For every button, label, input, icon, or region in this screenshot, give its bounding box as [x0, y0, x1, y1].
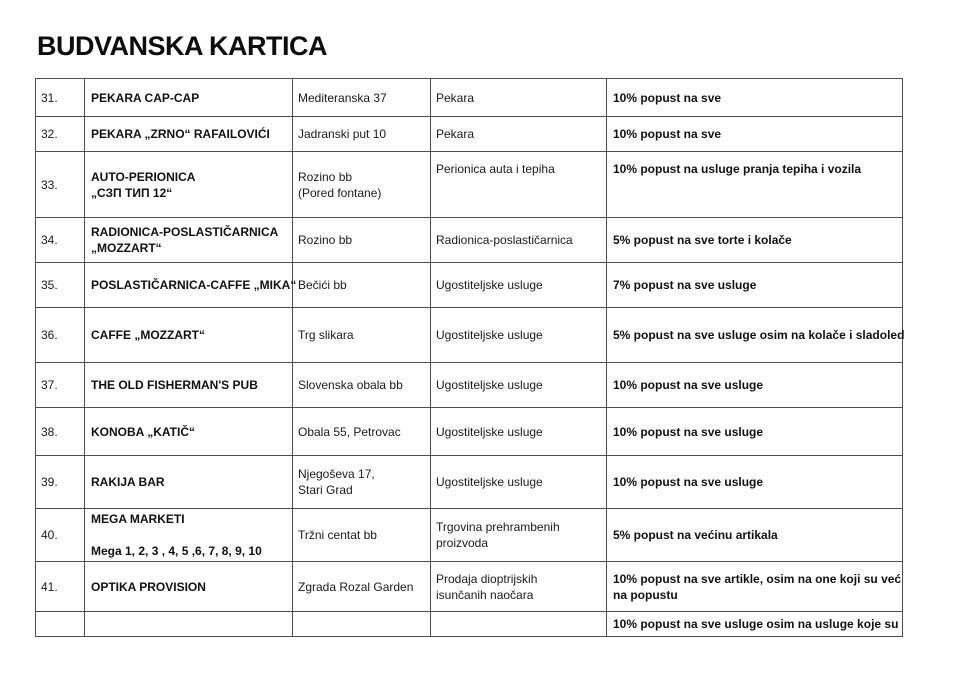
cell-name [85, 79, 293, 117]
cell-discount [607, 363, 903, 408]
cell-name [85, 117, 293, 152]
cell-line: isunčanih naočara [436, 587, 534, 602]
cell-category [431, 562, 607, 612]
cell-line: Prodaja dioptrijskih [436, 571, 538, 586]
cell-line: 10% popust na sve usluge osim na usluge koje su [613, 617, 899, 631]
cell-line: Trgovina prehrambenih [436, 520, 560, 534]
cell-name [85, 408, 293, 456]
cell-address [293, 363, 431, 408]
cell-address [293, 218, 431, 263]
cell-line: Perionica auta i tepiha [436, 162, 555, 176]
cell-line: Pekara [436, 90, 475, 105]
cell-number [36, 263, 85, 308]
cell-discount [607, 117, 903, 152]
cell-line: Jadranski put 10 [298, 127, 387, 141]
cell-number [36, 218, 85, 263]
cell-line: PEKARA CAP-CAP [91, 90, 200, 105]
cell-line: Slovenska obala bb [298, 378, 403, 392]
cell-line: 36. [41, 328, 58, 342]
cell-category [431, 456, 607, 509]
cell-line: Radionica-poslastičarnica [436, 233, 573, 247]
cell-line: Ugostiteljske usluge [436, 328, 543, 342]
cell-number [36, 79, 85, 117]
table-row [36, 562, 903, 612]
cell-name [85, 456, 293, 509]
cell-line: proizvoda [436, 536, 489, 550]
cell-discount [607, 612, 903, 637]
cell-line: Trg slikara [298, 328, 354, 342]
cell-name [85, 152, 293, 218]
cell-category [431, 612, 607, 637]
cell-line: 10% popust na sve usluge [613, 475, 764, 489]
cell-number [36, 456, 85, 509]
cell-line: OPTIKA PROVISION [91, 579, 206, 594]
cell-address [293, 509, 431, 562]
cell-line: 32. [41, 127, 58, 141]
cell-number [36, 562, 85, 612]
cell-line: 10% popust na sve [613, 127, 722, 141]
cell-line: Njegoševa 17, [298, 467, 375, 481]
cell-address [293, 152, 431, 218]
cell-line: Stari Grad [298, 483, 353, 497]
table-row [36, 509, 903, 562]
cell-discount [607, 562, 903, 612]
cell-line: 35. [41, 278, 58, 292]
cell-line: MEGA MARKETI [91, 512, 185, 526]
cell-line: Ugostiteljske usluge [436, 378, 543, 392]
cell-name [85, 509, 293, 562]
cell-category [431, 263, 607, 308]
cell-discount [607, 79, 903, 117]
cell-line: POSLASTIČARNICA-CAFFE „MIKA“ [91, 278, 297, 292]
table-row [36, 218, 903, 263]
cell-line: 34. [41, 233, 58, 247]
table-row [36, 79, 903, 117]
cell-line: Obala 55, Petrovac [298, 424, 401, 439]
cell-discount [607, 152, 903, 218]
cell-line: 5% popust na većinu artikala [613, 528, 778, 542]
cell-address [293, 308, 431, 363]
cell-line: 5% popust na sve torte i kolače [613, 233, 792, 247]
cell-category [431, 363, 607, 408]
table-row [36, 456, 903, 509]
cell-line: Ugostiteljske usluge [436, 424, 543, 439]
cell-address [293, 117, 431, 152]
cell-name [85, 263, 297, 308]
cell-line: PEKARA „ZRNO“ RAFAILOVIĆI [91, 127, 270, 141]
cell-line: 37. [41, 378, 58, 392]
cell-line: 10% popust na usluge pranja tepiha i vozila [613, 162, 862, 176]
cell-address [293, 562, 431, 612]
table-row [36, 263, 903, 308]
cell-name [85, 562, 293, 612]
cell-line: 40. [41, 528, 58, 542]
cell-category [431, 218, 607, 263]
cell-line: 10% popust na sve usluge [613, 424, 764, 439]
cell-discount [607, 509, 903, 562]
cell-address [293, 263, 431, 308]
cell-name [85, 363, 293, 408]
cell-number [36, 363, 85, 408]
cell-line: „СЗП ТИП 12“ [91, 185, 173, 200]
cell-line: 39. [41, 475, 58, 489]
cell-line: na popustu [613, 587, 678, 602]
cell-line: Ugostiteljske usluge [436, 475, 543, 489]
cell-name [85, 308, 293, 363]
cell-category [431, 79, 607, 117]
cell-line: 10% popust na sve artikle, osim na one koji su već [613, 571, 902, 586]
cell-name [85, 218, 293, 263]
cell-line: RAKIJA BAR [91, 475, 165, 489]
cell-line: Zgrada Rozal Garden [298, 579, 414, 594]
cell-address [293, 408, 431, 456]
cell-line: RADIONICA-POSLASTIČARNICA [91, 225, 279, 239]
cell-line: Tržni centat bb [298, 528, 377, 542]
cell-line: 31. [41, 90, 58, 105]
table-row [36, 363, 903, 408]
cell-line: Mediteranska 37 [298, 90, 387, 105]
cell-category [431, 152, 607, 218]
cell-name [85, 612, 293, 637]
cell-address [293, 456, 431, 509]
table-row [36, 612, 903, 637]
cell-line [91, 527, 290, 543]
discount-table [35, 78, 903, 637]
cell-line: AUTO-PERIONICA [91, 169, 196, 184]
cell-number [36, 509, 85, 562]
cell-address [293, 79, 431, 117]
cell-line: 33. [41, 177, 58, 192]
cell-discount [607, 456, 903, 509]
cell-category [431, 408, 607, 456]
cell-line: 38. [41, 424, 58, 439]
cell-discount [607, 218, 903, 263]
cell-category [431, 308, 607, 363]
cell-line: Mega 1, 2, 3 , 4, 5 ,6, 7, 8, 9, 10 [91, 544, 262, 558]
cell-discount [607, 263, 903, 308]
cell-discount [607, 308, 903, 363]
cell-line: Rozino bb [298, 169, 353, 184]
cell-category [431, 117, 607, 152]
cell-number [36, 308, 85, 363]
page-title: BUDVANSKA KARTICA [37, 31, 327, 61]
cell-line: Ugostiteljske usluge [436, 278, 543, 292]
cell-line: 7% popust na sve usluge [613, 278, 757, 292]
table-body [36, 79, 903, 637]
cell-number [36, 408, 85, 456]
cell-line: 10% popust na sve [613, 90, 722, 105]
cell-number [36, 152, 85, 218]
table-row [36, 152, 903, 218]
cell-category [431, 509, 607, 562]
cell-address [293, 612, 431, 637]
table-row [36, 308, 903, 363]
cell-line: Bečići bb [298, 278, 347, 292]
cell-line: „MOZZART“ [91, 241, 162, 255]
cell-number [36, 117, 85, 152]
cell-line: Rozino bb [298, 233, 353, 247]
cell-line: THE OLD FISHERMAN'S PUB [91, 378, 258, 392]
cell-line: CAFFE „MOZZART“ [91, 328, 205, 342]
cell-line: KONOBA „KATIČ“ [91, 424, 195, 439]
cell-line: 10% popust na sve usluge [613, 378, 764, 392]
table-row [36, 117, 903, 152]
cell-line: 5% popust na sve usluge osim na kolače i sladoled [613, 328, 905, 342]
cell-line: 41. [41, 579, 58, 594]
cell-number [36, 612, 85, 637]
cell-line: (Pored fontane) [298, 185, 382, 200]
cell-discount [607, 408, 903, 456]
table-row [36, 408, 903, 456]
cell-line: Pekara [436, 127, 475, 141]
